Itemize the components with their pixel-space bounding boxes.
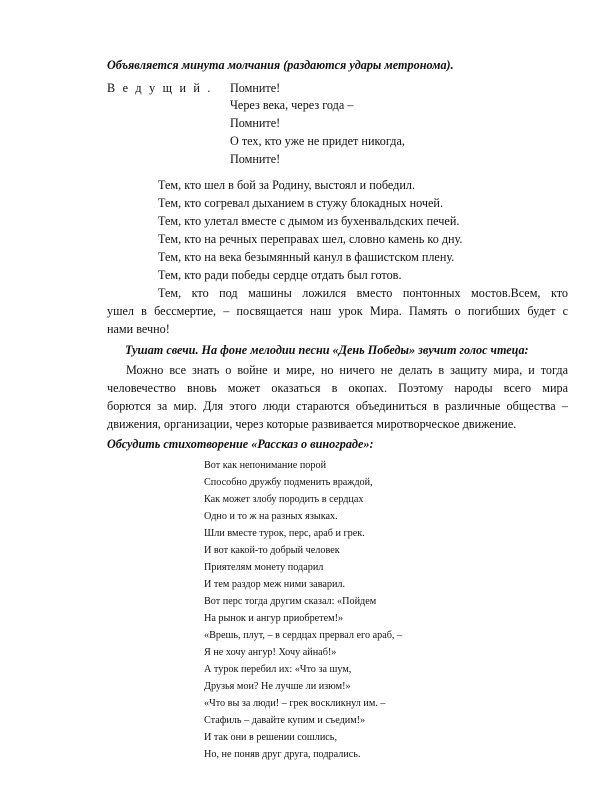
- paragraph-line: ушел в бессмертие, – посвящается наш урок Мира. Память о погибших будет с: [107, 304, 568, 318]
- dedication-line: Тем, кто согревал дыханием в стужу блокадных ночей.: [158, 196, 443, 210]
- poem-line: И тем раздор меж ними заварил.: [204, 579, 346, 590]
- poem-line: И так они в решении сошлись,: [204, 732, 337, 743]
- paragraph-line: Можно все знать о войне и мире, но ничего не делать в защиту мира, и тогда: [126, 363, 568, 377]
- dedication-line: Тем, кто на речных переправах шел, словно камень ко дну.: [158, 232, 463, 246]
- poem-line: Способно дружбу подменить враждой,: [204, 477, 373, 488]
- paragraph-line: человечество вновь может оказаться в окопах. Поэтому народы всего мира: [107, 381, 568, 395]
- poem-line: Я не хочу ангур! Хочу айнаб!»: [204, 647, 337, 658]
- dedication-line: Тем, кто улетал вместе с дымом из бухенвальдских печей.: [158, 214, 460, 228]
- speech-line: Помните!: [230, 152, 281, 166]
- paragraph-line: движения, организации, через которые развивается миротворческое движение.: [107, 417, 517, 431]
- dedication-line: Тем, кто на века безымянный канул в фашистском плену.: [158, 250, 455, 264]
- poem-line: Шли вместе турок, перс, араб и грек.: [204, 528, 365, 539]
- poem-line: Друзья мои? Не лучше ли изюм!»: [204, 681, 351, 692]
- poem-line: Одно и то ж на разных языках.: [204, 511, 338, 522]
- speech-line: Помните!: [230, 81, 281, 95]
- heading-poem: Обсудить стихотворение «Рассказ о винограде»:: [107, 437, 374, 451]
- poem-line: Но, не поняв друг друга, подрались.: [204, 749, 361, 760]
- paragraph-line: нами вечно!: [107, 322, 170, 336]
- poem-line: И вот какой-то добрый человек: [204, 545, 340, 556]
- poem-line: Вот перс тогда другим сказал: «Пойдем: [204, 596, 377, 607]
- poem-line: А турок перебил их: «Что за шум,: [204, 664, 352, 675]
- paragraph-line: Тем, кто под машины ложился вместо понтонных мостов.Всем, кто: [158, 286, 568, 300]
- poem-line: Вот как непонимание порой: [204, 460, 327, 471]
- poem-line: Как может злобу породить в сердцах: [204, 494, 364, 505]
- poem-line: Стафиль – давайте купим и съедим!»: [204, 715, 366, 726]
- heading-candles: Тушат свечи. На фоне мелодии песни «День Победы» звучит голос чтеца:: [125, 343, 529, 357]
- dedication-line: Тем, кто шел в бой за Родину, выстоял и победил.: [158, 178, 415, 192]
- poem-line: «Что вы за люди! – грек воскликнул им. –: [204, 698, 386, 709]
- speech-line: Помните!: [230, 116, 281, 130]
- speech-line: О тех, кто уже не придет никогда,: [230, 134, 405, 148]
- speaker-label: В е д у щ и й .: [107, 81, 213, 95]
- speech-line: Через века, через года –: [230, 98, 354, 112]
- poem-line: «Врешь, плут, – в сердцах прервал его араб, –: [204, 630, 403, 641]
- dedication-line: Тем, кто ради победы сердце отдать был готов.: [158, 268, 402, 282]
- poem-line: Приятелям монету подарил: [204, 562, 324, 573]
- paragraph-line: борются за мир. Для этого люди стараются объединиться в различные общества –: [107, 399, 568, 413]
- heading-minute-of-silence: Объявляется минута молчания (раздаются удары метронома).: [107, 58, 454, 72]
- poem-line: На рынок и ангур приобретем!»: [204, 613, 344, 624]
